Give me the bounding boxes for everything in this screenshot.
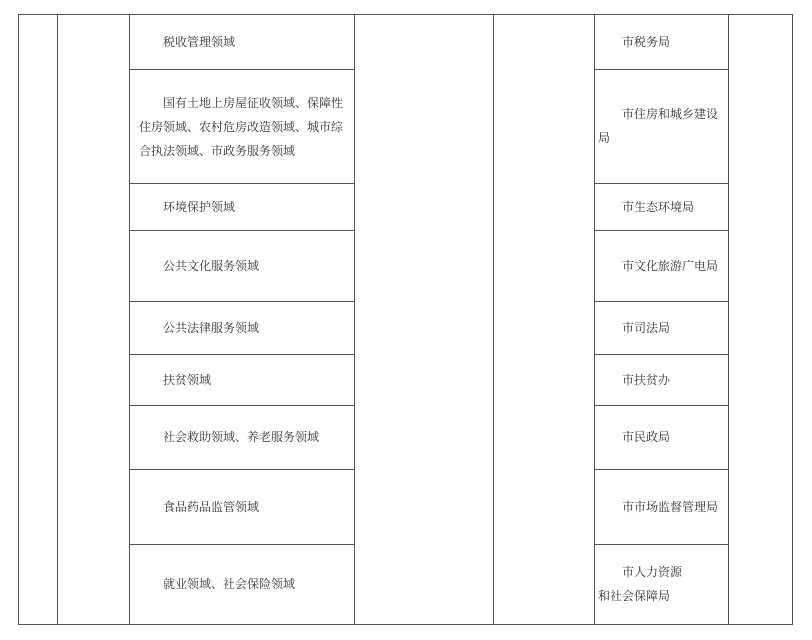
domain-cell	[129, 14, 354, 69]
department-cell	[594, 469, 728, 544]
column-divider	[57, 14, 58, 625]
department-text: 市税务局	[622, 34, 671, 49]
domain-cell	[129, 469, 354, 544]
department-text: 市市场监督管理局	[622, 499, 719, 514]
department-cell	[594, 230, 728, 301]
domain-text: 税收管理领域	[163, 34, 236, 49]
department-cell	[594, 544, 728, 624]
department-text: 市人力资源 和社会保障局	[598, 565, 683, 603]
domain-cell	[129, 183, 354, 230]
column-divider	[792, 14, 793, 625]
table-bottom-border	[18, 624, 793, 625]
domain-text: 公共文化服务领域	[163, 258, 260, 273]
domain-text: 国有土地上房屋征收领域、保障性住房领域、农村危房改造领域、城市综合执法领域、市政务服务领域	[139, 96, 344, 158]
column-divider	[493, 14, 494, 625]
domain-text: 扶贫领域	[163, 372, 212, 387]
department-text: 市住房和城乡建设局	[598, 107, 719, 145]
domain-text: 就业领域、社会保险领域	[163, 577, 296, 591]
department-cell	[594, 69, 728, 183]
column-divider	[728, 14, 729, 625]
domain-text: 公共法律服务领域	[163, 320, 260, 335]
domain-text: 社会救助领域、养老服务领域	[163, 430, 320, 444]
domain-text: 环境保护领域	[163, 199, 236, 214]
domain-cell	[129, 301, 354, 354]
department-text: 市扶贫办	[622, 372, 671, 387]
domain-text: 食品药品监管领域	[163, 499, 260, 514]
column-divider	[354, 14, 355, 625]
department-text: 市文化旅游广电局	[622, 258, 719, 273]
department-cell	[594, 405, 728, 469]
domain-cell	[129, 230, 354, 301]
department-text: 市民政局	[622, 430, 671, 444]
domain-cell	[129, 405, 354, 469]
domain-cell	[129, 544, 354, 624]
department-cell	[594, 354, 728, 405]
department-cell	[594, 301, 728, 354]
policy-table	[18, 14, 793, 625]
department-text: 市生态环境局	[622, 199, 695, 214]
domain-cell	[129, 69, 354, 183]
domain-cell	[129, 354, 354, 405]
department-text: 市司法局	[622, 320, 671, 335]
department-cell	[594, 14, 728, 69]
column-divider	[18, 14, 19, 625]
department-cell	[594, 183, 728, 230]
